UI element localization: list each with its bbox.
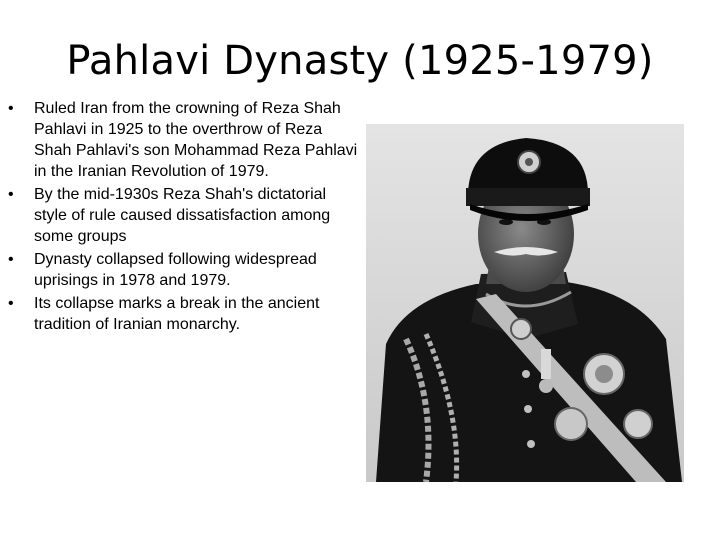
bullet-item: [6, 98, 358, 182]
bullet-dot-icon: •: [8, 100, 14, 117]
bullet-list: [6, 98, 358, 337]
slide-title: Pahlavi Dynasty (1925-1979): [66, 38, 654, 84]
bullet-text: By the mid-1930s Reza Shah's dictatorial style of rule caused dissatisfaction among some groups: [34, 186, 331, 245]
bullet-item: [6, 184, 358, 247]
bullet-text: Dynasty collapsed following widespread uprisings in 1978 and 1979.: [34, 251, 317, 289]
bullet-dot-icon: •: [8, 251, 14, 268]
bullet-item: [6, 249, 358, 291]
portrait-photo: [366, 124, 684, 482]
bullet-dot-icon: •: [8, 295, 14, 312]
portrait-illustration: [366, 124, 684, 482]
bullet-dot-icon: •: [8, 186, 14, 203]
bullet-text: Ruled Iran from the crowning of Reza Shah Pahlavi in 1925 to the overthrow of Reza Shah Pahlavi's son Mohammad Reza Pahlavi in the Iranian Revolution of 1979.: [34, 100, 358, 180]
bullet-text: Its collapse marks a break in the ancient tradition of Iranian monarchy.: [34, 295, 320, 333]
bullet-item: [6, 293, 358, 335]
